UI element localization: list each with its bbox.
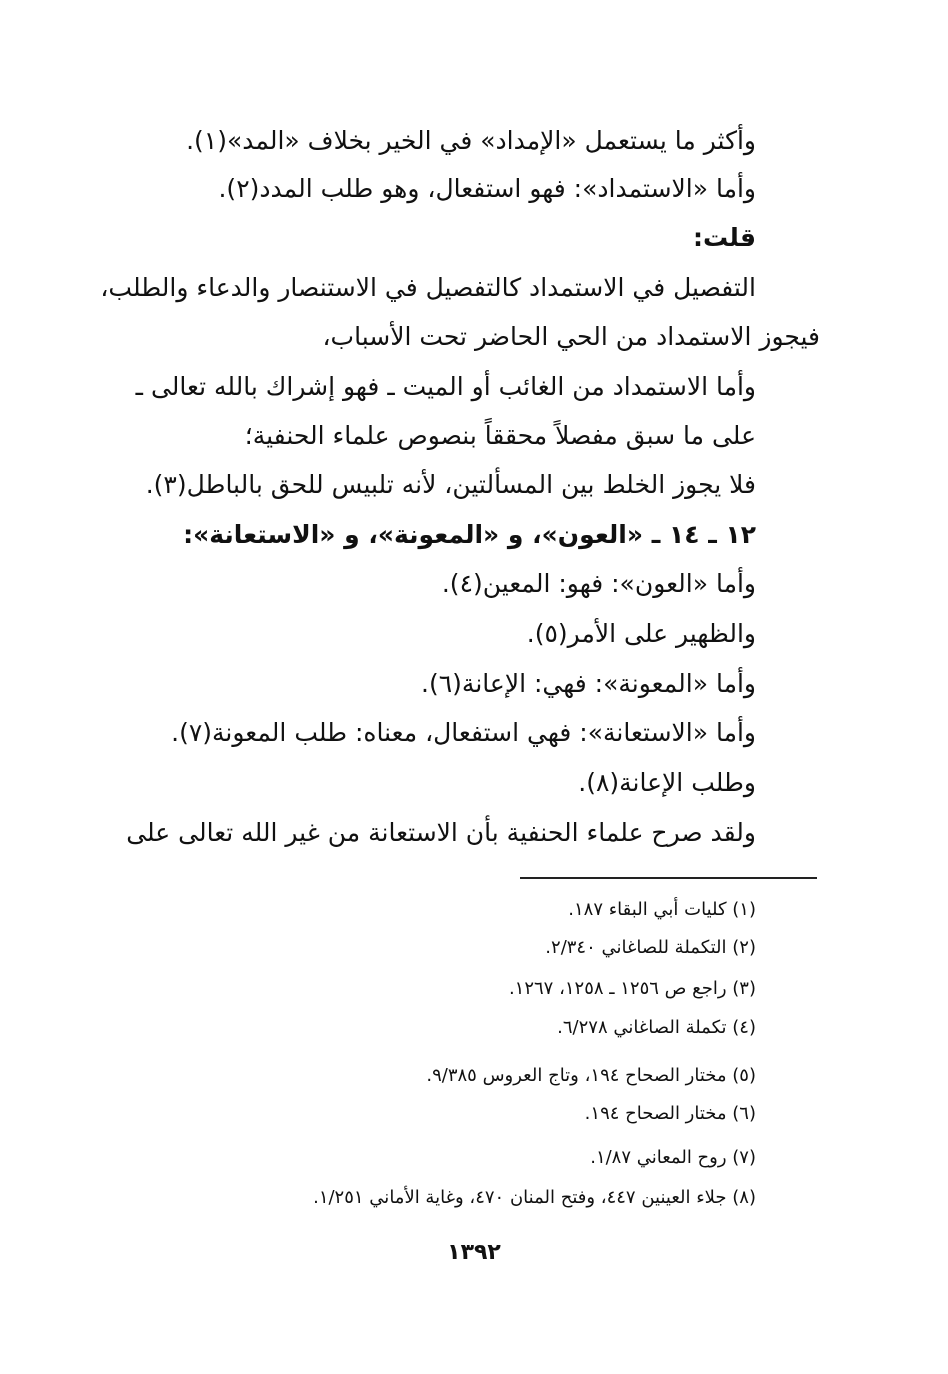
body-line-7: على ما سبق مفصلاً محققاً بنصوص علماء الحنفية؛ <box>244 421 756 450</box>
body-line-5: فيجوز الاستمداد من الحي الحاضر تحت الأسباب، <box>322 322 820 351</box>
body-line-1: وأكثر ما يستعمل «الإمداد» في الخير بخلاف «المد»(١). <box>186 126 756 155</box>
body-line-10: وأما «العون»: فهو: المعين(٤). <box>441 569 756 598</box>
footnote-separator <box>520 877 817 879</box>
body-line-15: ولقد صرح علماء الحنفية بأن الاستعانة من غير الله تعالى على <box>126 818 756 847</box>
footnote-5: (٥) مختار الصحاح ١٩٤، وتاج العروس ٩/٣٨٥. <box>426 1065 756 1086</box>
body-line-14: وطلب الإعانة(٨). <box>578 768 756 797</box>
footnote-4: (٤) تكملة الصاغاني ٦/٢٧٨. <box>557 1017 756 1038</box>
body-line-3: قلت: <box>692 223 756 252</box>
footnote-7: (٧) روح المعاني ١/٨٧. <box>590 1147 756 1168</box>
body-line-11: والظهير على الأمر(٥). <box>526 619 756 648</box>
footnote-3: (٣) راجع ص ١٢٥٦ ـ ١٢٥٨، ١٢٦٧. <box>508 978 756 999</box>
footnote-1: (١) كليات أبي البقاء ١٨٧. <box>568 899 756 920</box>
footnote-6: (٦) مختار الصحاح ١٩٤. <box>584 1103 756 1124</box>
footnote-2: (٢) التكملة للصاغاني ٢/٣٤٠. <box>545 937 756 958</box>
body-line-2: وأما «الاستمداد»: فهو استفعال، وهو طلب المدد(٢). <box>218 174 756 203</box>
body-line-6: وأما الاستمداد من الغائب أو الميت ـ فهو إشراك بالله تعالى ـ <box>135 372 756 401</box>
page-number: ١٣٩٢ <box>447 1240 501 1265</box>
body-line-13: وأما «الاستعانة»: فهي استفعال، معناه: طلب المعونة(٧). <box>171 718 756 747</box>
body-line-4: التفصيل في الاستمداد كالتفصيل في الاستنصار والدعاء والطلب، <box>100 273 756 302</box>
body-line-12: وأما «المعونة»: فهي: الإعانة(٦). <box>421 669 756 698</box>
body-line-9: ١٢ ـ ١٤ ـ «العون»، و «المعونة»، و «الاستعانة»: <box>183 520 756 549</box>
body-line-8: فلا يجوز الخلط بين المسألتين، لأنه تلبيس للحق بالباطل(٣). <box>145 470 756 499</box>
footnote-8: (٨) جلاء العينين ٤٤٧، وفتح المنان ٤٧٠، وغاية الأماني ١/٢٥١. <box>313 1187 756 1208</box>
